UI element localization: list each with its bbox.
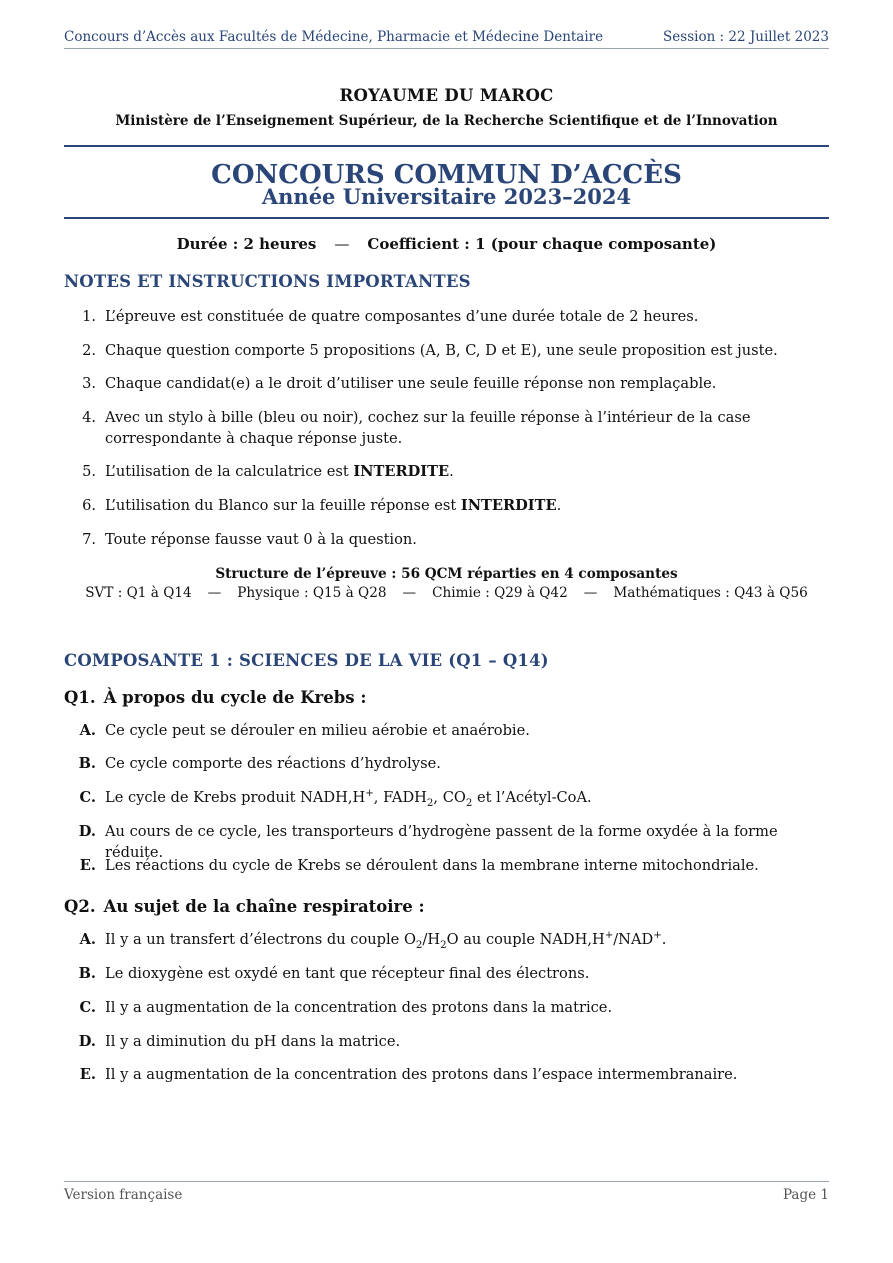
- structure-part-maths: Mathématiques : Q43 à Q56: [613, 585, 808, 601]
- question-title: [64, 688, 366, 707]
- duration-separator: —: [334, 235, 350, 253]
- footer-rule: [64, 1181, 829, 1182]
- answer-option: E. Il y a augmentation de la concentration des protons dans l’espace intermembranaire.: [79, 1066, 738, 1083]
- coefficient-label: Coefficient : 1 (pour chaque composante): [367, 235, 717, 253]
- exam-page: [64, 0, 829, 1263]
- question-number: Q2.: [64, 897, 96, 916]
- page-footer: [64, 1187, 829, 1203]
- answer-option: A. Il y a un transfert d’électrons du couple $O_2/H_2O$ au couple NADH,H+/NAD+.: [79, 930, 667, 951]
- answer-option: D. Il y a diminution du pH dans la matrice.: [78, 1033, 401, 1050]
- question-text: Au sujet de la chaîne respiratoire :: [103, 897, 425, 916]
- answer-option: C. Le cycle de Krebs produit NADH,H+, $FADH_2$, $CO_2$ et l’Acétyl-CoA.: [79, 788, 592, 809]
- title-rule-bottom: [64, 217, 829, 219]
- header-session: Session : 22 Juillet 2023: [663, 29, 829, 45]
- duration-line: [64, 235, 829, 253]
- question-title: [64, 897, 425, 916]
- structure-parts: SVT : Q1 à Q14 — Physique : Q15 à Q28 — Chimie : Q29 à Q42 — Mathématiques : Q43 à Q56: [85, 585, 808, 601]
- composante-heading: COMPOSANTE 1 : SCIENCES DE LA VIE (Q1 – Q14): [64, 651, 549, 670]
- question-text: À propos du cycle de Krebs :: [103, 688, 367, 707]
- page-number: Page 1: [782, 1187, 829, 1203]
- answer-option: B. Ce cycle comporte des réactions d’hydrolyse.: [78, 755, 441, 772]
- structure-part-svt: SVT : Q1 à Q14: [85, 585, 192, 601]
- header-title: Concours d’Accès aux Facultés de Médecine, Pharmacie et Médecine Dentaire: [64, 29, 604, 45]
- question-number: Q1.: [64, 688, 96, 707]
- running-header: [64, 29, 829, 45]
- exam-title: CONCOURS COMMUN D’ACCÈS: [211, 160, 682, 190]
- answer-option: A. Ce cycle peut se dérouler en milieu aérobie et anaérobie.: [79, 722, 530, 739]
- answer-option: D. Au cours de ce cycle, les transporteurs d’hydrogène passent de la forme oxydée à la forme réduite.: [78, 823, 778, 861]
- answer-option: B. Le dioxygène est oxydé en tant que récepteur final des électrons.: [78, 965, 590, 982]
- ministry-heading: Ministère de l’Enseignement Supérieur, de la Recherche Scientifique et de l’Innovation: [115, 113, 778, 129]
- kingdom-heading: ROYAUME DU MAROC: [339, 86, 554, 105]
- list-item: 4. Avec un stylo à bille (bleu ou noir), cochez sur la feuille réponse à l’intérieur de la case correspondante à chaque réponse juste.: [82, 409, 751, 447]
- title-rule-top: [64, 145, 829, 147]
- structure-part-physique: Physique : Q15 à Q28: [237, 585, 387, 601]
- list-item: 5. L’utilisation de la calculatrice est INTERDITE.: [82, 463, 454, 480]
- structure-part-chimie: Chimie : Q29 à Q42: [432, 585, 568, 601]
- list-item: 6. L’utilisation du Blanco sur la feuille réponse est INTERDITE.: [82, 497, 562, 514]
- list-item: 2. Chaque question comporte 5 propositions (A, B, C, D et E), une seule proposition est juste.: [82, 342, 778, 359]
- list-item: 1. L’épreuve est constituée de quatre composantes d’une durée totale de 2 heures.: [82, 308, 699, 325]
- list-item: 7. Toute réponse fausse vaut 0 à la question.: [82, 531, 417, 548]
- answer-option: C. Il y a augmentation de la concentration des protons dans la matrice.: [79, 999, 613, 1016]
- notes-heading: NOTES ET INSTRUCTIONS IMPORTANTES: [64, 272, 471, 291]
- duration-label: Durée : 2 heures: [176, 235, 317, 253]
- structure-title: Structure de l’épreuve : 56 QCM réparties en 4 composantes: [215, 566, 678, 582]
- academic-year: Année Universitaire 2023–2024: [261, 184, 632, 209]
- answer-option: E. Les réactions du cycle de Krebs se déroulent dans la membrane interne mitochondriale.: [79, 857, 759, 874]
- header-rule: [64, 48, 829, 49]
- footer-version: Version française: [64, 1187, 183, 1203]
- list-item: 3. Chaque candidat(e) a le droit d’utiliser une seule feuille réponse non remplaçable.: [82, 375, 717, 392]
